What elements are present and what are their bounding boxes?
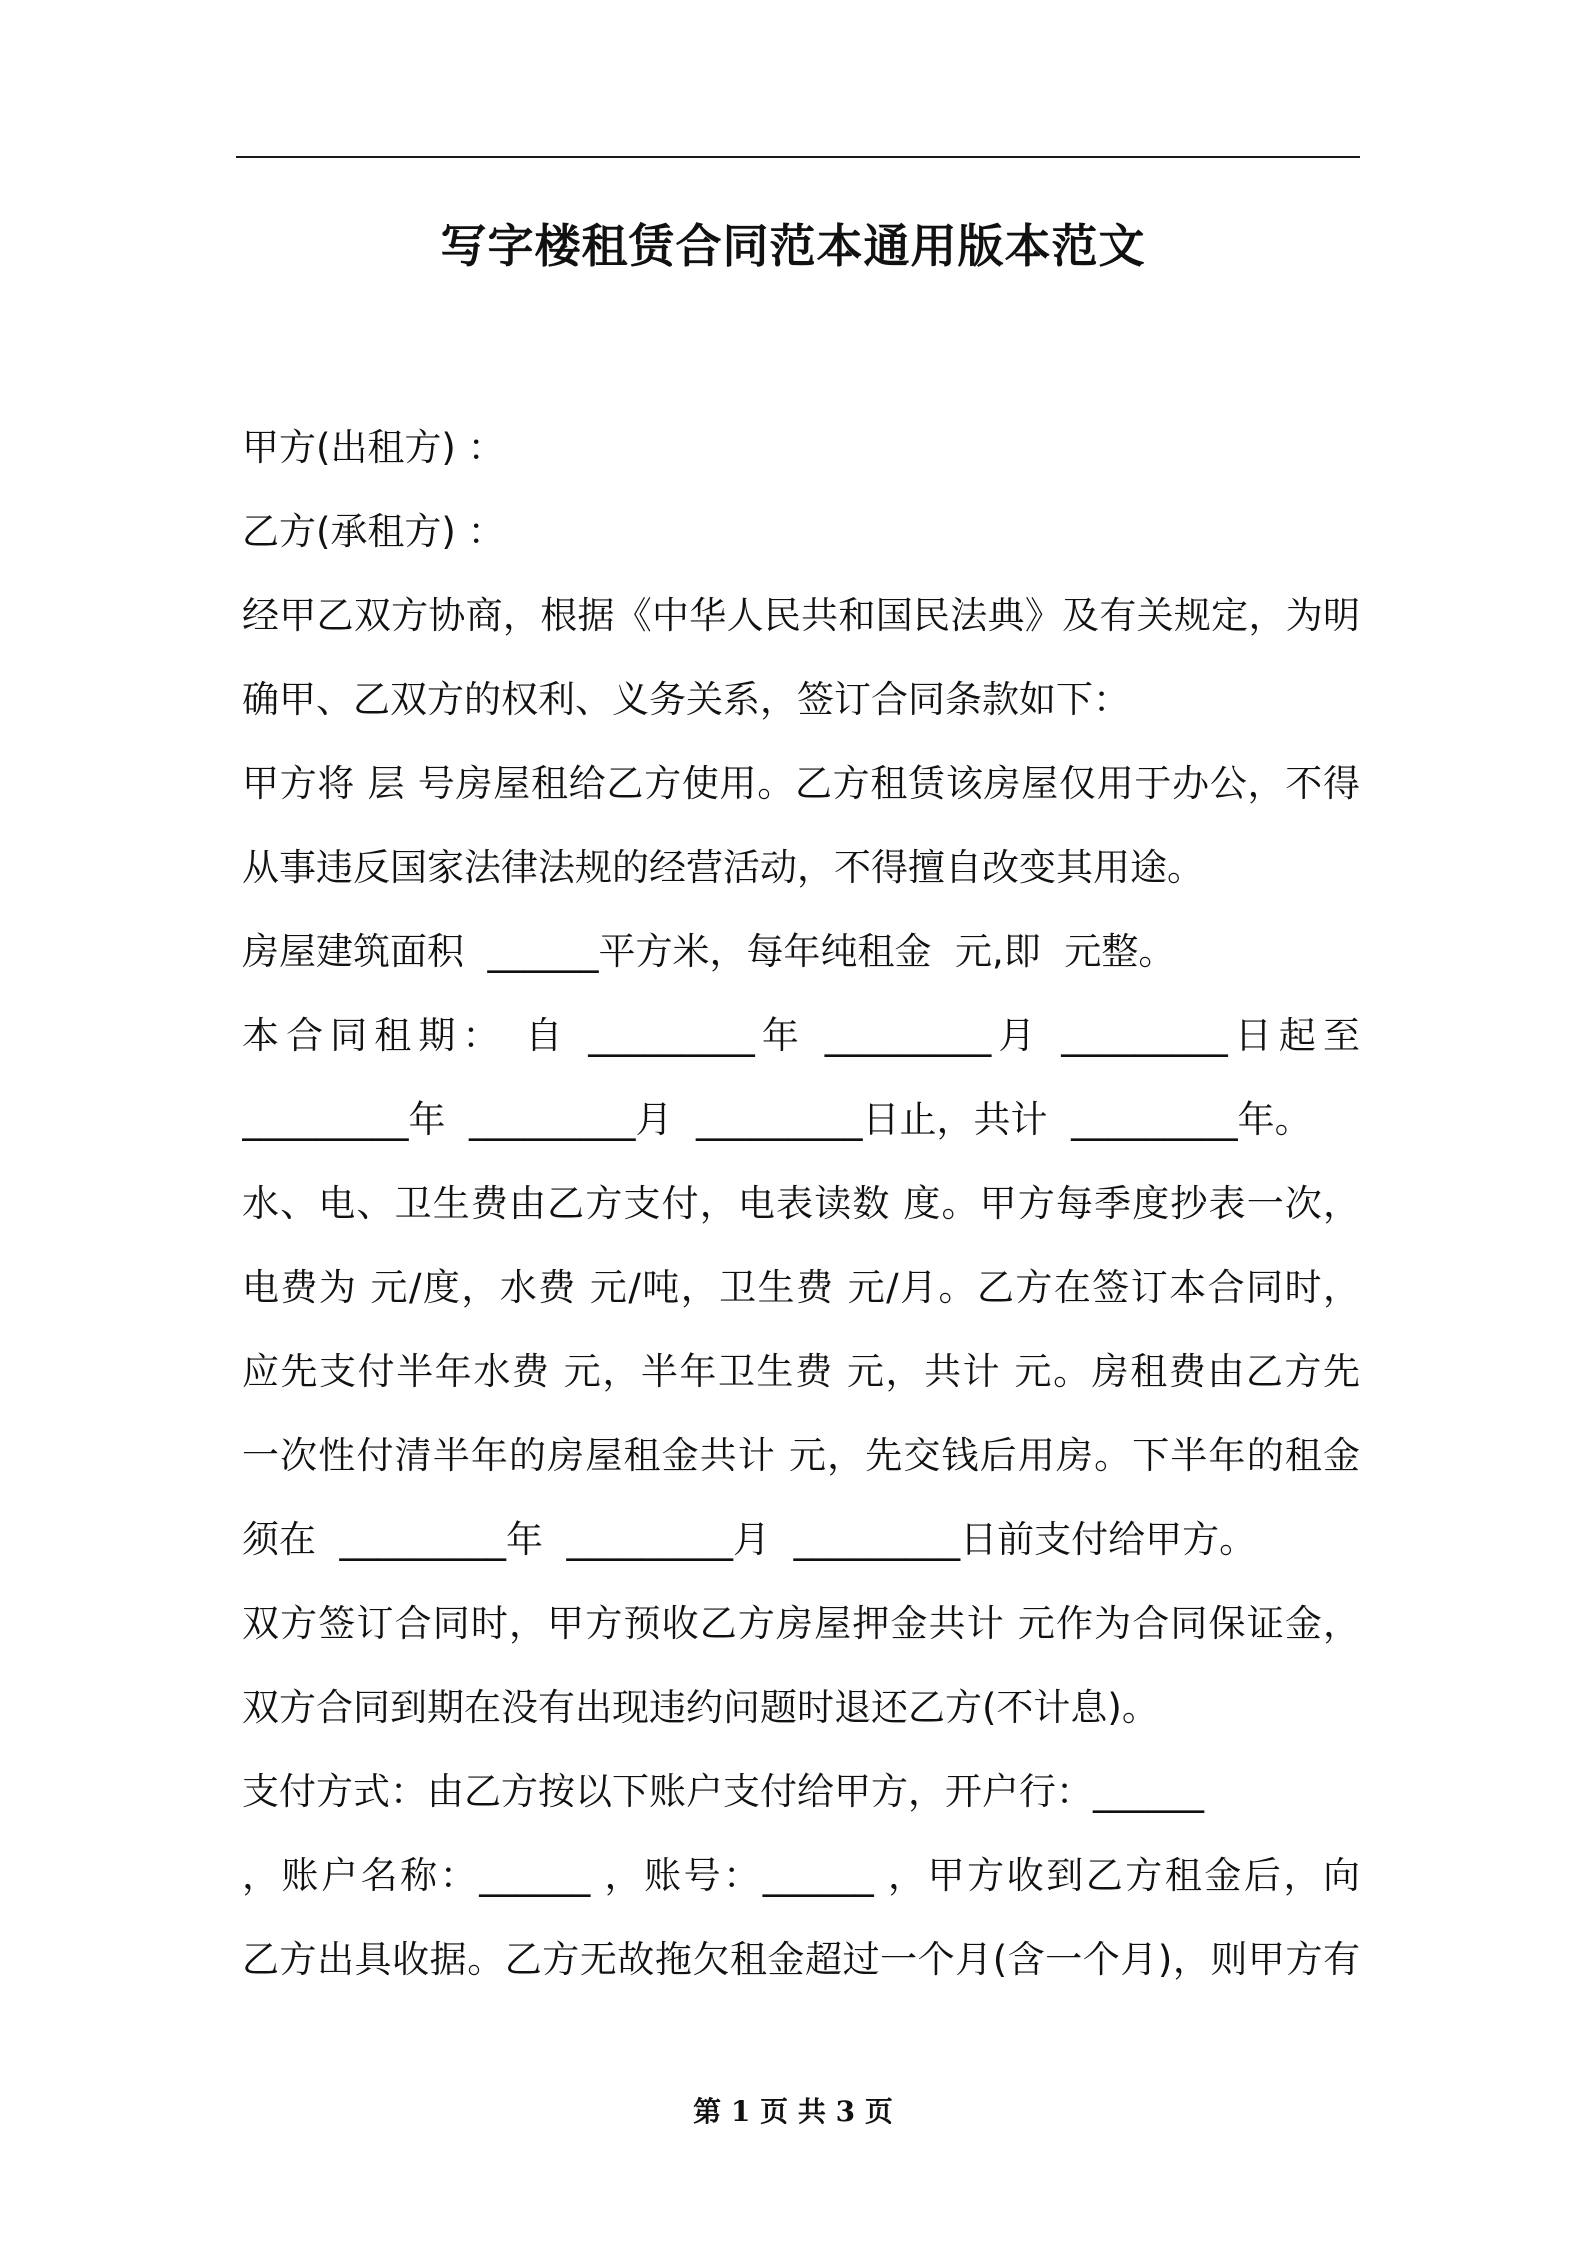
- body-line: 经甲乙双方协商，根据《中华人民共和国民法典》及有关规定，为明: [242, 594, 1360, 637]
- party-a-line: 甲方(出租方) ：: [242, 426, 505, 469]
- body-line: 应先支付半年水费 元，半年卫生费 元，共计 元。房租费由乙方先: [242, 1350, 1360, 1393]
- body-line: 房屋建筑面积 ______平方米，每年纯租金 元,即 元整。: [242, 930, 1176, 973]
- body-line: 须在 _________年 _________月 _________日前支付给甲方。: [242, 1518, 1257, 1561]
- body-line: 一次性付清半年的房屋租金共计 元，先交钱后用房。下半年的租金: [242, 1434, 1360, 1477]
- body-line: 乙方出具收据。乙方无故拖欠租金超过一个月(含一个月)，则甲方有: [242, 1938, 1360, 1981]
- party-b-line: 乙方(承租方) ：: [242, 510, 505, 553]
- document-title: 写字楼租赁合同范本通用版本范文: [440, 219, 1146, 273]
- body-line: 水、电、卫生费由乙方支付，电表读数 度。甲方每季度抄表一次，: [242, 1182, 1360, 1225]
- body-line: 甲方将 层 号房屋租给乙方使用。乙方租赁该房屋仅用于办公，不得: [242, 762, 1360, 805]
- body-line: _________年 _________月 _________日止，共计 _________年。: [242, 1098, 1312, 1141]
- body-line: 双方签订合同时，甲方预收乙方房屋押金共计 元作为合同保证金，: [242, 1602, 1360, 1645]
- document-body: [242, 406, 1360, 2002]
- body-line: 本合同租期： 自 _________年 _________月 _________日起至: [242, 1014, 1360, 1057]
- body-line: ，账户名称：______ ，账号：______ ，甲方收到乙方租金后，向: [242, 1854, 1360, 1897]
- body-line: 从事违反国家法律法规的经营活动，不得擅自改变其用途。: [242, 846, 1204, 889]
- body-line: 电费为 元/度，水费 元/吨，卫生费 元/月。乙方在签订本合同时，: [242, 1266, 1360, 1309]
- body-line: 确甲、乙双方的权利、义务关系，签订合同条款如下：: [242, 678, 1130, 721]
- page-number: 第 1 页 共 3 页: [693, 2095, 893, 2128]
- body-line: 支付方式：由乙方按以下账户支付给甲方，开户行：______: [242, 1770, 1204, 1813]
- body-line: 双方合同到期在没有出现违约问题时退还乙方(不计息)。: [242, 1686, 1159, 1729]
- header-rule: [236, 156, 1360, 158]
